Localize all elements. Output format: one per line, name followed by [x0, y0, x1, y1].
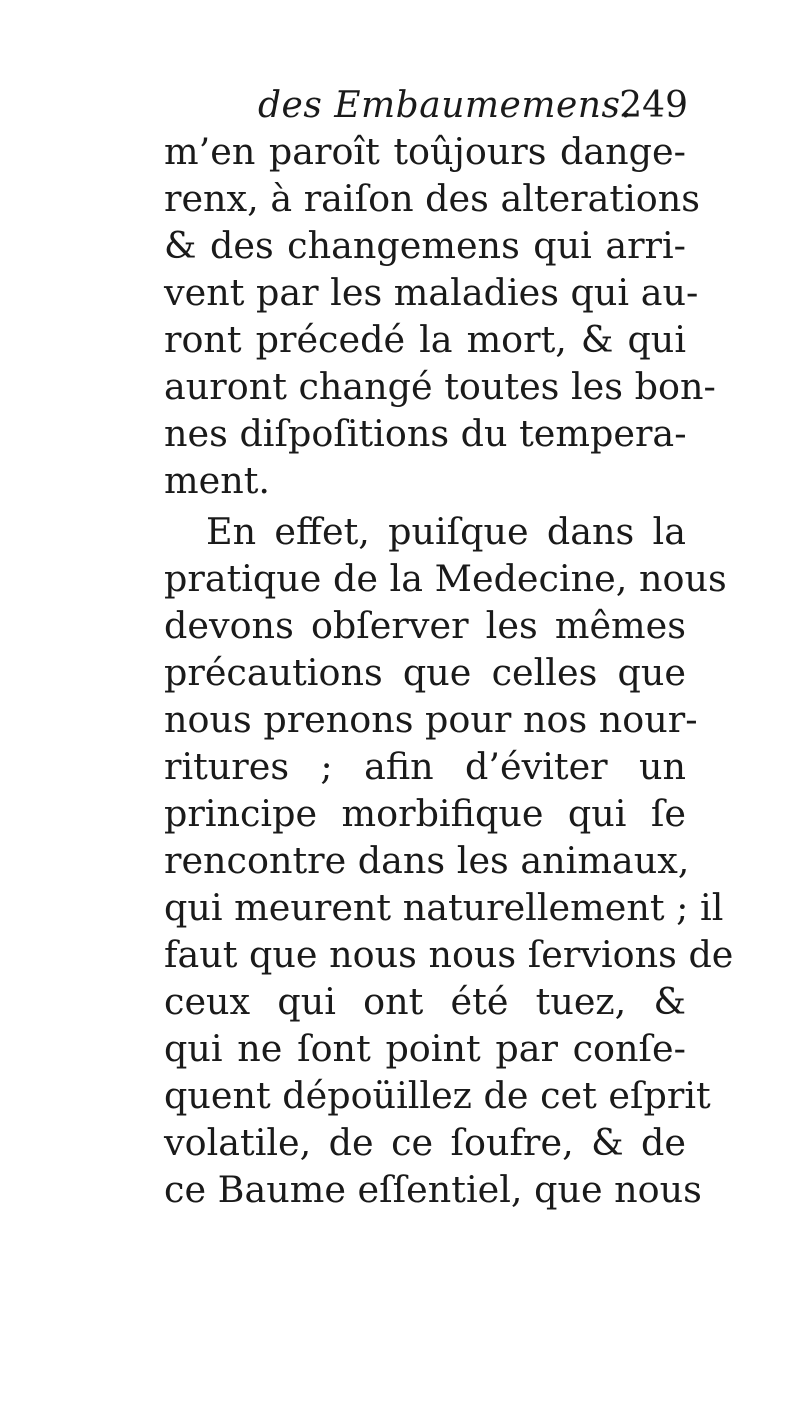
running-head — [160, 82, 688, 130]
text-line: faut que nous nous ſervions de — [164, 933, 734, 976]
text-line: principe morbifique qui ſe — [164, 792, 686, 835]
text-line: volatile, de ce ſoufre, & de — [164, 1121, 686, 1164]
text-line: qui ne ſont point par conſe- — [164, 1027, 686, 1070]
text-line: nes diſpoſitions du tempera- — [164, 412, 687, 455]
body-text — [164, 128, 734, 1213]
text-line: devons obſerver les mêmes — [164, 604, 686, 647]
paragraph-1 — [164, 128, 716, 504]
text-line: & des changemens qui arri- — [164, 224, 686, 267]
text-line: vent par les maladies qui au- — [164, 271, 699, 314]
paragraph-2 — [164, 508, 734, 1213]
text-line: pratique de la Medecine, nous — [164, 557, 727, 600]
text-line: rencontre dans les animaux, — [164, 839, 690, 882]
text-line: auront changé toutes les bon- — [164, 365, 716, 408]
text-line: renx, à raiſon des alterations — [164, 177, 700, 220]
text-line: ront précedé la mort, & qui — [164, 318, 686, 361]
text-line: quent dépoüillez de cet eſprit — [164, 1074, 711, 1117]
text-line: En effet, puiſque dans la — [206, 510, 686, 553]
text-line: ceux qui ont été tuez, & — [164, 980, 686, 1023]
text-line: précautions que celles que — [164, 651, 686, 694]
text-line: qui meurent naturellement ; il — [164, 886, 724, 929]
text-line: m’en paroît toûjours dange- — [164, 130, 686, 173]
page-number: 249 — [619, 85, 688, 126]
text-line: ritures ; afin d’éviter un — [164, 745, 686, 788]
text-line: ce Baume eſſentiel, que nous — [164, 1168, 702, 1211]
text-line: ment. — [164, 459, 270, 502]
running-title: des Embaumemens. — [258, 85, 633, 126]
text-line: nous prenons pour nos nour- — [164, 698, 698, 741]
